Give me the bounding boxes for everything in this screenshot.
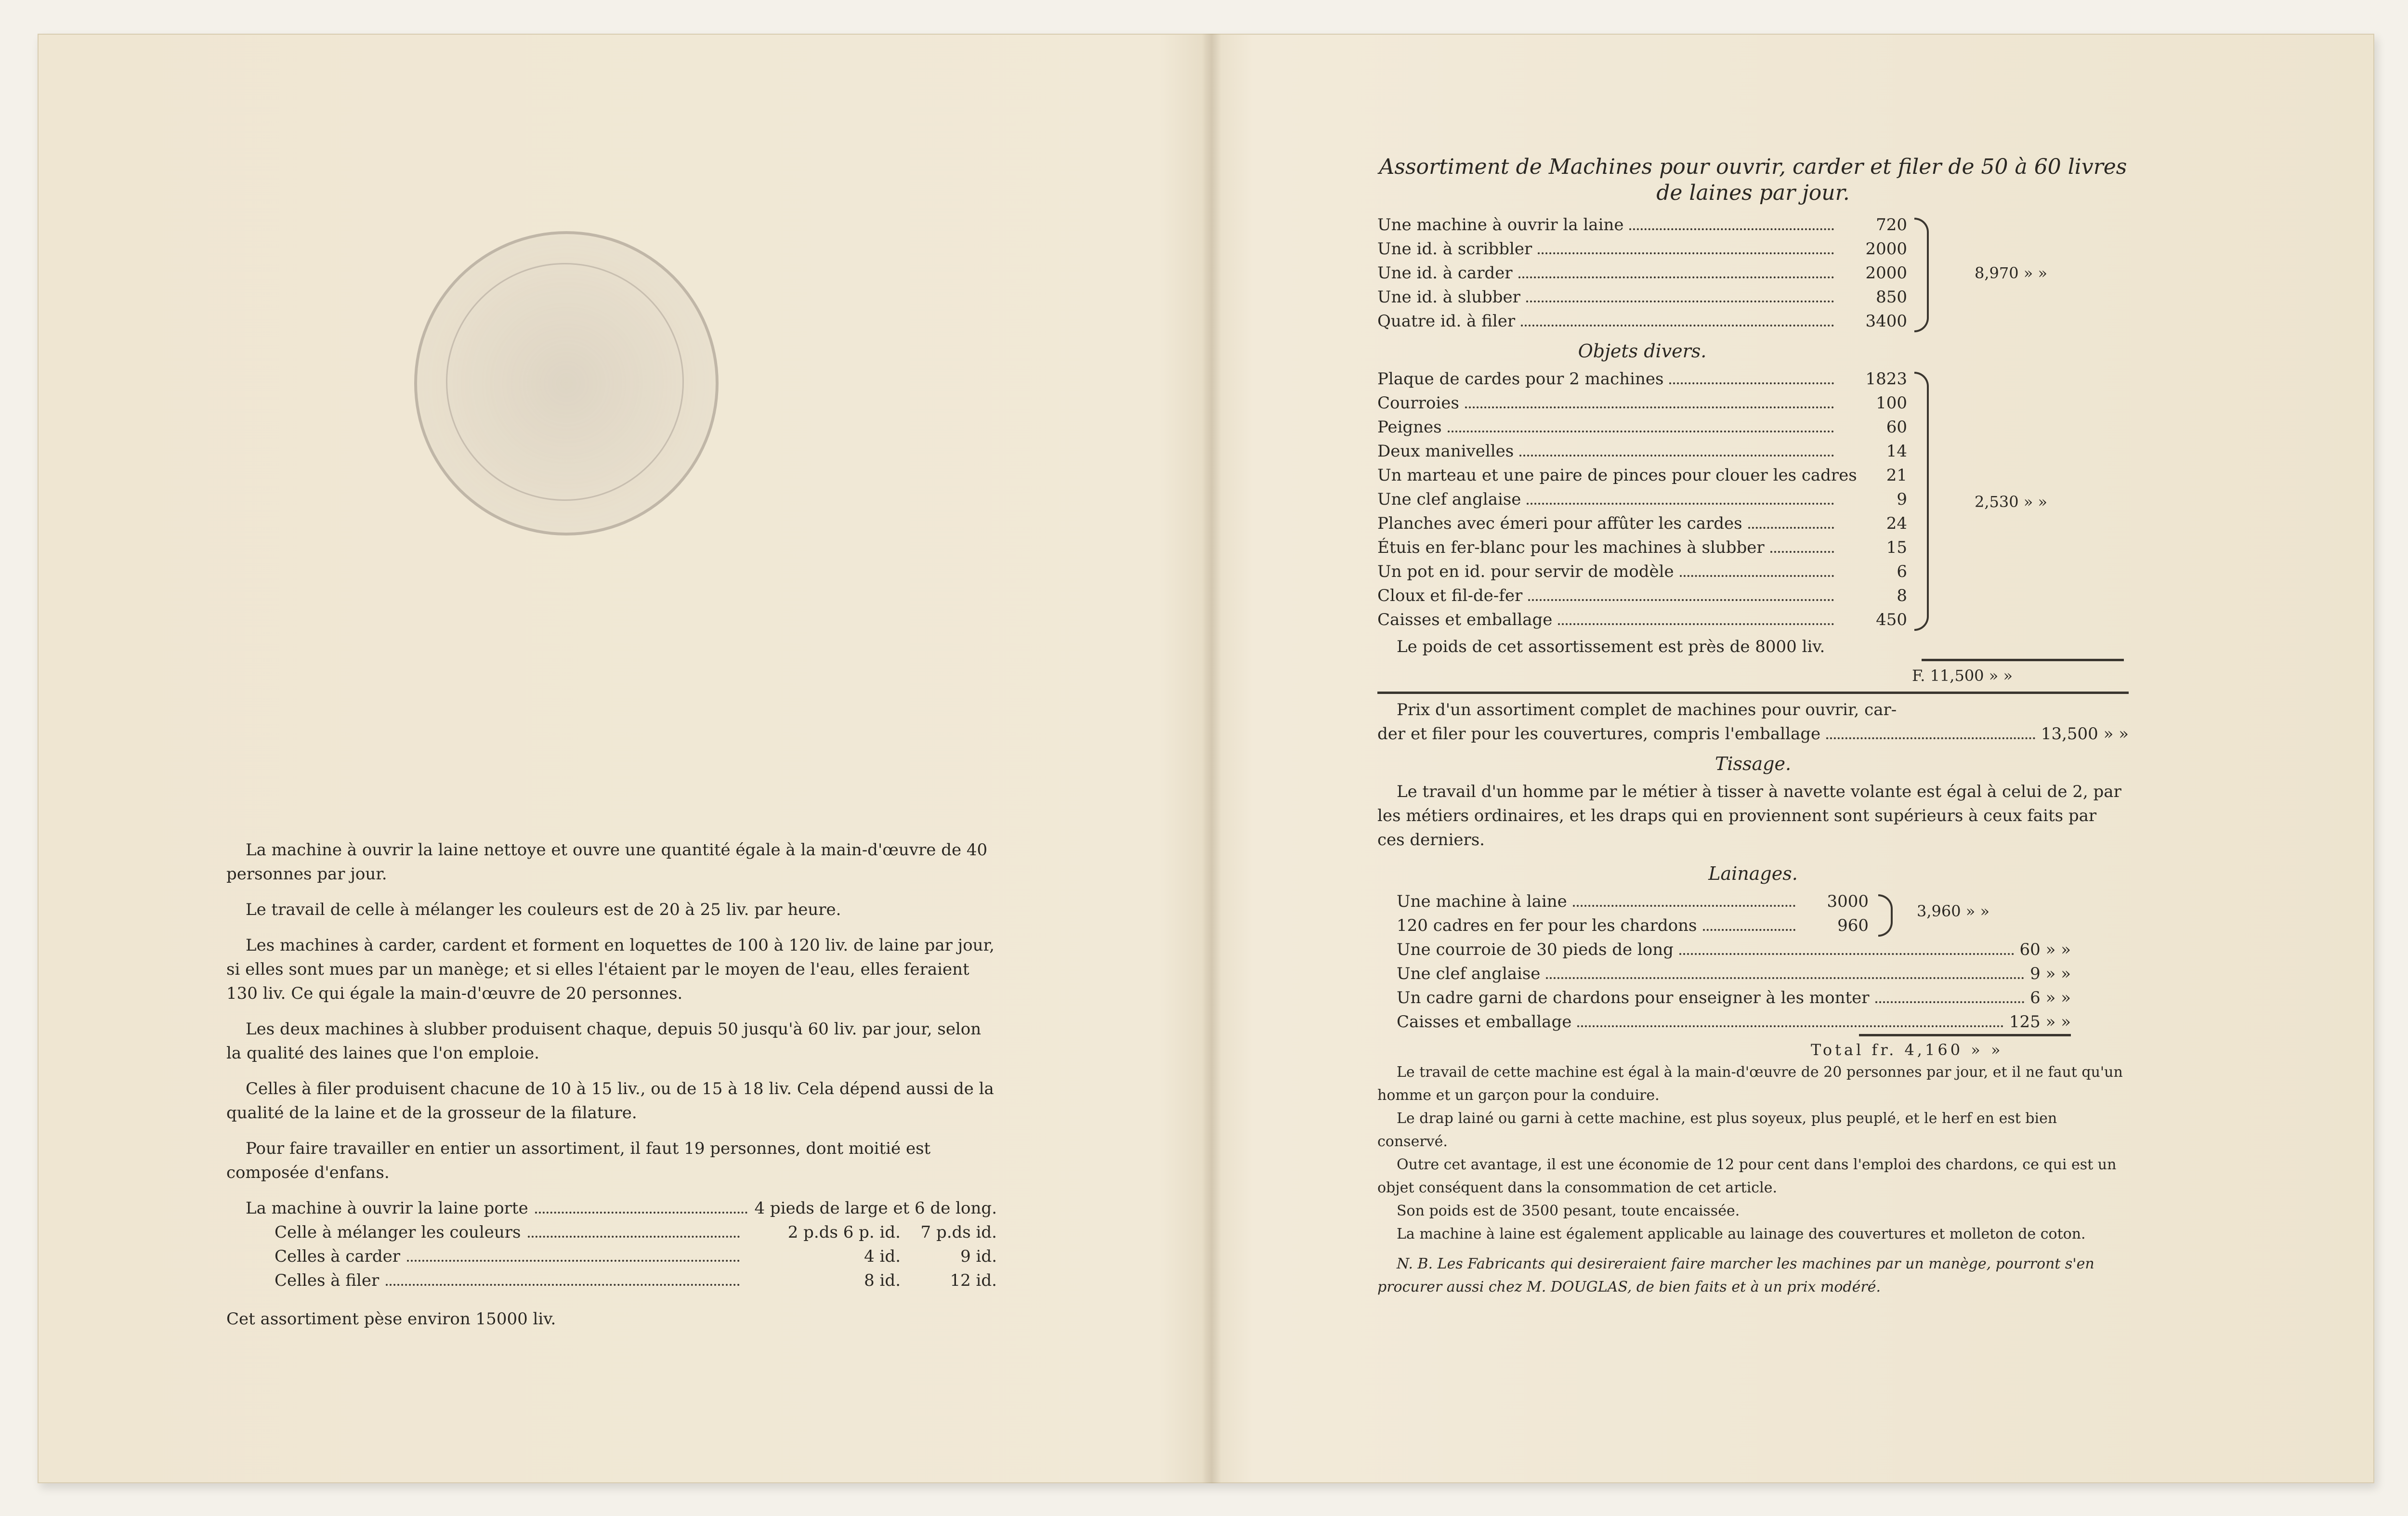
lainage-row: Une machine à laine 3000 <box>1397 892 1869 911</box>
poids-note: Le poids de cet assortissement est près de 8000 liv. <box>1397 637 1825 656</box>
tissage-title: Tissage. <box>1714 753 1792 774</box>
left-paragraph: Le travail de celle à mélanger les couleurs est de 20 à 25 liv. par heure. <box>246 900 841 919</box>
dimension-row: Celles à filer 8 id. 12 id. <box>275 1271 997 1290</box>
left-paragraph: Pour faire travailler en entier un assortiment, il faut 19 personnes, dont moitié est composée d'enfans. <box>226 1139 931 1182</box>
divers-row: Une clef anglaise 9 <box>1377 490 1907 509</box>
lainages-notes: Le travail de cette machine est égal à la main-d'œuvre de 20 personnes par jour, et il ne faut qu'un homme et un garçon pour la conduire. Le drap lainé ou garni à cette machine, est plus soyeux, plus peuplé, et le herf en est bien conservé. Outre cet avantage, il est une économie de 12 pour cent dans l'emploi des chardons, ce qui est un objet conséquent dans la consommation de cet article. Son poids est de 3500 pesant, toute encaissée. La machine à laine est également applicable au lainage des couvertures et molleton de coton. N. B. Les Fabricants qui desireraient faire marcher les machines par un manège, pourront s'en procurer aussi chez M. DOUGLAS, de bien faits et à un prix modéré. <box>1377 1064 2123 1295</box>
section-divider <box>1377 692 2129 694</box>
dimensions-list <box>226 1196 997 1293</box>
lainage-extra-row: Une courroie de 30 pieds de long 60 » » <box>1397 940 2071 959</box>
divers-row: Un marteau et une paire de pinces pour clouer les cadres 21 <box>1377 466 1907 485</box>
lainages-total: Total fr. 4,160 » » <box>1811 1041 2003 1059</box>
machine-row: Une id. à slubber 850 <box>1377 288 1907 307</box>
divers-row: Deux manivelles 14 <box>1377 442 1907 461</box>
machines-group <box>1377 213 2048 333</box>
lainage-row: 120 cadres en fer pour les chardons 960 <box>1397 916 1869 935</box>
complet-line1: Prix d'un assortiment complet de machines pour ouvrir, car- <box>1397 700 1897 719</box>
assortiment-title: Assortiment de Machines pour ouvrir, carder et filer de 50 à 60 livres de laines par jour. <box>1379 155 2127 205</box>
center-fold <box>1202 34 1221 1483</box>
complet-row: der et filer pour les couvertures, compris l'emballage 13,500 » » <box>1377 724 2129 744</box>
machines-total: 8,970 » » <box>1975 264 2048 282</box>
lainage-extra-row: Un cadre garni de chardons pour enseigner à les monter 6 » » <box>1397 988 2071 1007</box>
left-paragraph: Celles à filer produisent chacune de 10 à 15 liv., ou de 15 à 18 liv. Cela dépend aussi de la qualité de la laine et de la grosseur de la filature. <box>226 1079 994 1123</box>
divers-group <box>1377 367 2048 632</box>
grand-total-row <box>1377 659 2129 688</box>
divers-row: Planches avec émeri pour affûter les cardes 24 <box>1377 514 1907 533</box>
lainages-group-total: 3,960 » » <box>1917 902 1990 920</box>
divers-row: Courroies 100 <box>1377 393 1907 413</box>
left-text-block <box>226 838 997 1331</box>
right-page <box>1377 154 2129 1299</box>
divers-total: 2,530 » » <box>1975 493 2048 511</box>
machine-row: Une id. à scribbler 2000 <box>1377 239 1907 259</box>
divers-row: Étuis en fer-blanc pour les machines à slubber 15 <box>1377 538 1907 557</box>
weight-note: Cet assortiment pèse environ 15000 liv. <box>226 1309 556 1329</box>
bleed-through-seal <box>414 231 719 536</box>
grand-total: F. 11,500 » » <box>1912 667 2013 685</box>
dimension-row: La machine à ouvrir la laine porte 4 pieds de large et 6 de long. <box>246 1199 997 1218</box>
lainages-title: Lainages. <box>1708 863 1798 884</box>
divers-title: Objets divers. <box>1578 340 1707 362</box>
left-paragraph: Les deux machines à slubber produisent chaque, depuis 50 jusqu'à 60 liv. par jour, selon la qualité des laines que l'on emploie. <box>226 1019 982 1063</box>
left-paragraph: La machine à ouvrir la laine nettoye et ouvre une quantité égale à la main-d'œuvre de 40 personnes par jour. <box>226 840 988 884</box>
divers-row: Plaque de cardes pour 2 machines 1823 <box>1377 369 1907 389</box>
dimension-row: Celles à carder 4 id. 9 id. <box>275 1247 997 1266</box>
divers-row: Cloux et fil-de-fer 8 <box>1377 586 1907 605</box>
lainages-group <box>1397 889 1990 938</box>
machine-row: Une machine à ouvrir la laine 720 <box>1377 215 1907 235</box>
divers-row: Caisses et emballage 450 <box>1377 610 1907 629</box>
divers-row: Peignes 60 <box>1377 418 1907 437</box>
lainage-extra-row: Une clef anglaise 9 » » <box>1397 964 2071 983</box>
lainages-total-row <box>1377 1034 2129 1061</box>
lainage-extra-row: Caisses et emballage 125 » » <box>1397 1012 2071 1032</box>
machine-row: Une id. à carder 2000 <box>1377 263 1907 283</box>
left-paragraph: Les machines à carder, cardent et forment en loquettes de 100 à 120 liv. de laine par jour, si elles sont mues par un manège; et si elles l'étaient par le moyen de l'eau, elles feraient 130 liv. Ce qui égale la main-d'œuvre de 20 personnes. <box>226 936 995 1003</box>
dimension-row: Celle à mélanger les couleurs 2 p.ds 6 p. id. 7 p.ds id. <box>275 1223 997 1242</box>
machine-row: Quatre id. à filer 3400 <box>1377 312 1907 331</box>
tissage-text: Le travail d'un homme par le métier à tisser à navette volante est égal à celui de 2, par les métiers ordinaires, et les draps qui en proviennent sont supérieurs à ceux faits par ces derniers. <box>1377 782 2121 849</box>
lainages-extra <box>1397 938 2071 1034</box>
poids-row <box>1377 635 2119 659</box>
divers-row: Un pot en id. pour servir de modèle 6 <box>1377 562 1907 581</box>
